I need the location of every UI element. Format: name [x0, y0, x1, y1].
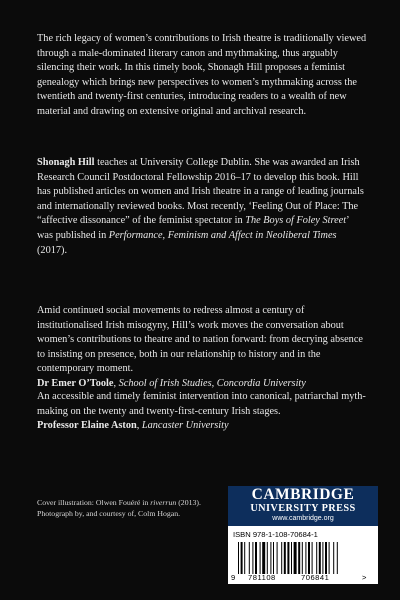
barcode-bar	[325, 542, 327, 574]
barcode-bar	[298, 542, 300, 574]
barcode-bar	[312, 542, 313, 574]
author-bio-text: ’ was published in	[37, 215, 349, 241]
barcode-bar	[270, 542, 271, 574]
author-name: Shonagh Hill	[37, 157, 95, 168]
barcode-bar	[252, 542, 253, 574]
book-blurb: The rich legacy of women’s contributions to Irish theatre is traditionally viewed through a male-dominated literary canon and mythmaking, thus arguably silencing their work. In this timely book, Shonagh Hill proposes a feminist genealogy which brings new perspectives to women’s mythmaking across the twentieth and twenty-first centuries, introducing readers to a wealth of new material and drawing on extensive original and archival research.	[37, 33, 367, 117]
author-bio	[37, 156, 367, 258]
review-attribution: Professor Elaine Aston, Lancaster University	[37, 420, 229, 432]
barcode-bar	[302, 542, 303, 574]
barcode-bar	[244, 542, 245, 574]
barcode-bar	[267, 542, 268, 574]
review-attribution: Dr Emer O’Toole, School of Irish Studies, Concordia University	[37, 377, 306, 389]
cited-work-title: The Boys of Foley Street	[245, 215, 347, 227]
reviewer-name: Dr Emer O’Toole	[37, 377, 114, 389]
barcode-lead-digit: 9	[231, 573, 236, 582]
barcode-bar	[281, 542, 282, 574]
barcode-bar	[329, 542, 330, 574]
reviewer-affiliation: Lancaster University	[141, 420, 229, 432]
cover-credit-work: riverrun	[150, 498, 177, 507]
barcode-bar	[238, 542, 239, 574]
review-quote-text: An accessible and timely feminist intervention into canonical, patriarchal myth-making on the twenty and twenty-first-century Irish stages.	[37, 391, 366, 417]
barcode-group-1: 781108	[248, 573, 276, 582]
barcode-bar	[284, 542, 286, 574]
barcode-bar	[249, 542, 250, 574]
barcode-bar	[319, 542, 321, 574]
cited-publication-title: Performance, Feminism and Affect in Neoliberal Times	[108, 229, 337, 241]
reviewer-name: Professor Elaine Aston	[37, 420, 137, 432]
publisher-box	[228, 486, 378, 584]
cover-credit-text: Cover illustration: Olwen Fouéré in	[37, 498, 151, 507]
barcode-bar	[333, 542, 334, 574]
author-bio-text: teaches at University College Dublin. She was awarded an Irish Research Council Postdoctoral Fellowship 2016–17 to develop this book. Hill has published articles on women and Irish theatre in a range of leading journals and internationally reviewed books. Most recently, ‘Feeling Out of Place: The “affective dissonance” of the feminist spectator in	[37, 157, 364, 227]
publisher-name: CAMBRIDGE	[251, 486, 355, 503]
author-bio-text: (2017).	[37, 244, 68, 256]
reviewer-affiliation: School of Irish Studies, Concordia University	[118, 377, 306, 389]
barcode-trail: >	[362, 573, 367, 582]
cover-credit-text: (2013). Photograph by, and courtesy of, Colm Hogan.	[37, 498, 201, 518]
publisher-logo	[228, 486, 378, 526]
barcode-bar	[255, 542, 257, 574]
publisher-subtitle: UNIVERSITY PRESS	[250, 503, 356, 514]
barcode-bar	[262, 542, 265, 574]
barcode-bar	[322, 542, 323, 574]
review-quote-text: Amid continued social movements to redress almost a century of institutionalised Irish misogyny, Hill’s work moves the conversation about women’s contributions to theatre and to nation forward: from decrying absence to insisting on presence, both in our relationship to history and in the contemporary moment.	[37, 305, 363, 375]
barcode-group-2: 706841	[301, 573, 330, 582]
barcode-bar	[294, 542, 297, 574]
isbn-label: ISBN 978-1-108-70684-1	[233, 530, 318, 539]
review-quote	[37, 304, 367, 392]
barcode	[238, 542, 368, 574]
barcode-bar	[316, 542, 317, 574]
barcode-bar	[260, 542, 261, 574]
barcode-bar	[277, 542, 278, 574]
barcode-bar	[241, 542, 243, 574]
barcode-bar	[308, 542, 310, 574]
barcode-bar	[305, 542, 306, 574]
barcode-bar	[291, 542, 292, 574]
barcode-bar	[287, 542, 289, 574]
review-quote	[37, 390, 367, 434]
cover-credit	[37, 497, 217, 519]
barcode-bar	[337, 542, 338, 574]
publisher-url: www.cambridge.org	[272, 515, 334, 522]
barcode-bar	[273, 542, 274, 574]
